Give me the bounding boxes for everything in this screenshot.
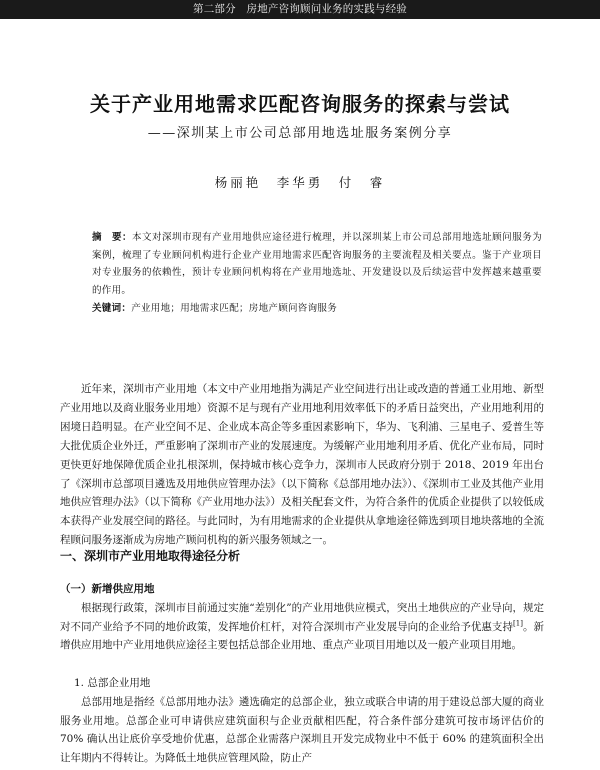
keywords-text: 产业用地；用地需求匹配；房地产顾问咨询服务	[131, 303, 338, 314]
abstract-text: 本文对深圳市现有产业用地供应途径进行梳理，并以深圳某上市公司总部用地选址顾问服务为案例，梳理了专业顾问机构进行企业产业用地需求匹配咨询服务的主要流程及相关要点。鉴于产业项目对专业服务的依赖性，预计专业顾问机构将在产业用地选址、开发建设以及后续运营中发挥越来越重要的作用。	[92, 232, 542, 296]
authors: 杨丽艳 李华勇 付 睿	[214, 175, 386, 190]
article-title: 关于产业用地需求匹配咨询服务的探索与尝试	[90, 92, 510, 116]
subsubsection-heading: 1. 总部企业用地	[74, 677, 151, 689]
body-paragraph	[60, 599, 544, 655]
intro-paragraph: 近年来，深圳市产业用地（本文中产业用地指为满足产业空间进行出让或改造的普通工业用地、新型产业用地以及商业服务业用地）资源不足与现有产业用地利用效率低下的矛盾日益突出，产业用地利用的困境日趋明显。在产业空间不足、企业成本高企等多重因素影响下，华为、飞利浦、三星电子、爱普生等大批优质企业外迁，严重影响了深圳市产业的发展速度。为缓解产业用地利用矛盾、优化产业布局，同时更快更好地保障优质企业扎根深圳，保持城市核心竞争力，深圳市人民政府分别于 2018、2019 年出台了《深圳市总部项目遴选及用地供应管理办法》（以下简称《总部用地办法》）、《深圳市工业及其他产业用地供应管理办法》（以下简称《产业用地办法》）及相关配套文件，为符合条件的优质企业提供了以较低成本获得产业发展空间的路径。与此同时，为有用地需求的企业提供从拿地途径筛选到项目地块落地的全流程顾问服务逐渐成为房地产顾问机构的新兴服务领域之一。	[60, 383, 544, 547]
body-paragraph-2: 总部用地是指经《总部用地办法》遴选确定的总部企业，独立或联合申请的用于建设总部大厦的商业服务业用地。总部企业可申请供应建筑面积与企业贡献相匹配，符合条件部分建筑可按市场评估价的 70% 确认出让底价享受地价优惠，总部企业需落户深圳且开发完成物业中不低于 60% 的建筑面积全出让年期内不得转让。为降低土地供应管理风险，防止产	[60, 696, 544, 764]
paragraph-text-continued: 。新增供应用地中产业用地供应途径主要包括总部企业用地、重点产业项目用地以及一般产业项目用地。	[60, 620, 545, 651]
abstract-label: 摘 要：	[92, 232, 133, 243]
section-heading: 一、深圳市产业用地取得途径分析	[60, 549, 241, 563]
subsection-heading: （一）新增供应用地	[60, 583, 155, 595]
citation-marker: [1]	[513, 619, 523, 627]
running-header: 第二部分 房地产咨询顾问业务的实践与经验	[0, 0, 600, 19]
paragraph-text: 根据现行政策，深圳市目前通过实施“差别化”的产业用地供应模式，突出土地供应的产业导向，规定对不同产业给予不同的地价政策，发挥地价杠杆，对符合深圳市产业发展导向的企业给予优惠支持	[60, 602, 544, 633]
abstract	[92, 229, 542, 299]
keywords	[92, 300, 542, 318]
article-subtitle: ——深圳某上市公司总部用地选址服务案例分享	[147, 126, 453, 141]
keywords-label: 关键词：	[92, 303, 132, 314]
